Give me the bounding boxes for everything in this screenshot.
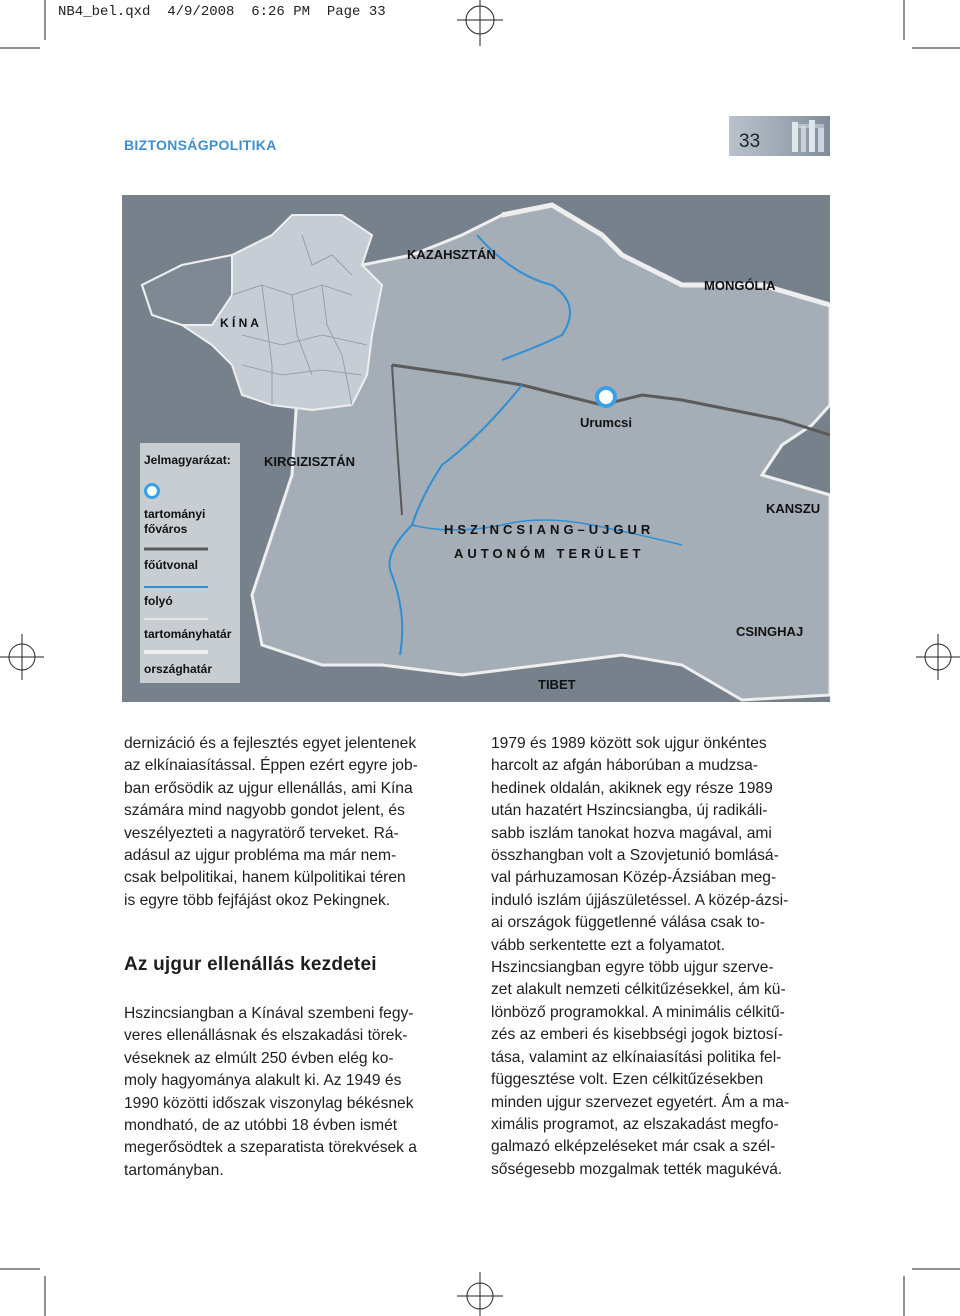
legend-country-border: országhatár (144, 662, 213, 676)
legend-capital-1: tartományi (144, 507, 206, 521)
text-line: számára mind nagyobb gondot jelent, és (124, 802, 405, 820)
territory-label-line2: AUTONÓM TERÜLET (454, 546, 645, 561)
text-line: csak belpolitikai, hanem külpolitikai téren (124, 869, 406, 887)
text-line: veres ellenállásnak és elszakadási törek- (124, 1027, 408, 1045)
capital-legend-icon (146, 485, 159, 498)
text-line: ai országok függetlenné válása csak to- (491, 914, 765, 932)
legend-road: főútvonal (144, 558, 198, 572)
section-title: BIZTONSÁGPOLITIKA (124, 137, 277, 153)
territory-label-line1: HSZINCSIANG–UJGUR (444, 522, 655, 537)
legend-capital-2: főváros (144, 522, 188, 536)
registration-mark-bottom (455, 1270, 505, 1316)
kansu-label: KANSZU (766, 501, 821, 516)
registration-mark-left (0, 632, 46, 682)
text-line: Hszincsiangban a Kínával szembeni fegy- (124, 1005, 414, 1022)
page-number: 33 (739, 131, 761, 152)
text-line: ban erősödik az ujgur ellenállás, ami Kína (124, 779, 413, 797)
kazakhstan-label: KAZAHSZTÁN (407, 247, 496, 262)
legend-province-border: tartományhatár (144, 627, 232, 641)
text-line: adásul az ujgur probléma ma már nem- (124, 847, 397, 865)
text-line: galmazó elképzeléseket már csak a szél- (491, 1138, 776, 1156)
text-line: harcolt az afgán háborúban a mudzsa- (491, 757, 758, 775)
text-line: 1990 közötti időszak viszonylag békésnek (124, 1094, 414, 1112)
right-column (491, 733, 828, 1181)
text-line: induló iszlám újjászületéssel. A közép-ázsi- (491, 891, 789, 909)
text-line: mondható, de az utóbbi 18 évben ismét (124, 1117, 398, 1135)
print-slug: NB4_bel.qxd 4/9/2008 6:26 PM Page 33 (58, 4, 386, 20)
section-heading: Az ujgur ellenállás kezdetei (124, 954, 377, 975)
xinjiang-map (122, 195, 830, 702)
text-line: vább serkentette ezt a folyamatot. (491, 936, 726, 954)
left-column-top (124, 733, 461, 912)
registration-mark-right (914, 632, 960, 682)
text-line: dernizáció és a fejlesztés egyet jelentenek (124, 735, 417, 752)
text-line: az elkínaiasítással. Éppen ezért egyre job- (124, 757, 418, 775)
text-line: val párhuzamosan Közép-Ázsiában meg- (491, 869, 777, 887)
text-line: ximális programot, az elszakadást megfo- (491, 1115, 779, 1133)
text-line: tása, valamint az elkínaiasítási politika fel- (491, 1048, 782, 1066)
text-line: moly hagyománya alakult ki. Az 1949 és (124, 1072, 402, 1090)
text-line: hedinek oldalán, akiknek egy része 1989 (491, 779, 773, 797)
legend-title: Jelmagyarázat: (144, 453, 231, 467)
text-line: zet alakult nemzeti célkitűzésekkel, ám kü- (491, 981, 786, 999)
capital-label: Urumcsi (580, 415, 633, 430)
mongolia-label: MONGÓLIA (704, 278, 776, 293)
text-line: is egyre több fejfájást okoz Pekingnek. (124, 891, 391, 909)
kyrgyzstan-label: KIRGIZISZTÁN (264, 454, 355, 469)
text-line: tartományban. (124, 1161, 224, 1179)
left-column-bottom (124, 1003, 461, 1182)
text-line: után hazatért Hszincsiangba, új radikáli- (491, 802, 768, 820)
text-line: összhangban volt a Szovjetunió bomlásá- (491, 847, 779, 865)
urumqi-marker-icon (597, 388, 615, 406)
text-line: minden ujgur szervezet egyetért. Ám a ma- (491, 1093, 790, 1111)
text-line: megerősödtek a szeparatista törekvések a (124, 1139, 417, 1157)
qinghai-label: CSINGHAJ (736, 624, 804, 639)
text-line: sőségesebb mozgalmak tették magukévá. (491, 1160, 783, 1178)
text-line: veszélyezteti a nagyratörő terveket. Rá- (124, 824, 399, 842)
text-line: Hszincsiangban egyre több ujgur szerve- (491, 959, 774, 977)
text-line: függesztése volt. Ezen célkitűzésekben (491, 1071, 764, 1089)
text-line: sabb iszlám tanokat hozva magával, ami (491, 824, 772, 842)
text-line: zés az emberi és kisebbségi jogok biztosí- (491, 1026, 784, 1044)
legend-river: folyó (144, 594, 173, 608)
text-line: 1979 és 1989 között sok ujgur önkéntes (491, 735, 767, 752)
text-line: véseknek az elmúlt 250 évben elég ko- (124, 1049, 394, 1067)
inset-country-label: K Í N A (220, 316, 259, 330)
text-line: lönböző programokkal. A minimális célkitű- (491, 1003, 785, 1021)
registration-mark-top (455, 0, 505, 48)
map-legend (140, 443, 240, 683)
tibet-label: TIBET (538, 677, 576, 692)
